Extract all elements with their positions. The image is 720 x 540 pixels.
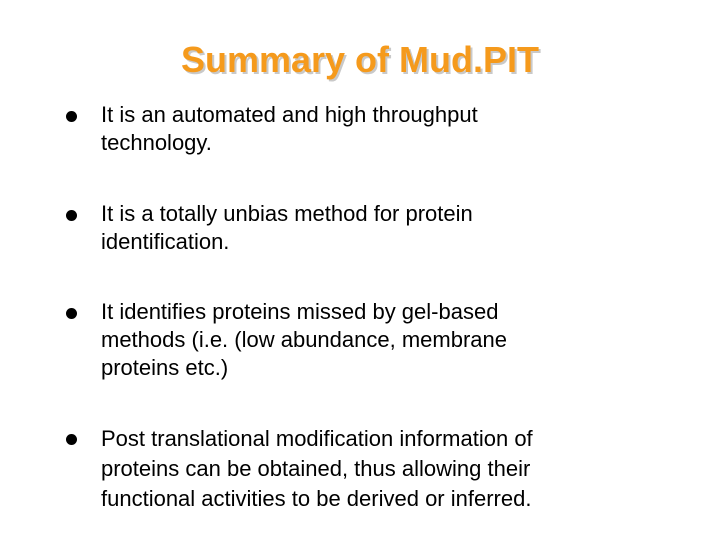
bullet-text: Post translational modification information of proteins can be obtained, thus allowing their functional activities to be derived or inferred. bbox=[101, 426, 533, 511]
bullet-dot-icon bbox=[66, 434, 77, 445]
bullet-dot-icon bbox=[66, 308, 77, 319]
bullet-text: It identifies proteins missed by gel-based methods (i.e. (low abundance, membrane proteins etc.) bbox=[101, 299, 507, 380]
bullet-text: It is a totally unbias method for protein identification. bbox=[101, 201, 473, 254]
bullet-dot-icon bbox=[66, 210, 77, 221]
bullet-text: It is an automated and high throughput technology. bbox=[101, 102, 478, 155]
slide-title: Summary of Mud.PIT bbox=[180, 39, 540, 80]
bullet-dot-icon bbox=[66, 111, 77, 122]
